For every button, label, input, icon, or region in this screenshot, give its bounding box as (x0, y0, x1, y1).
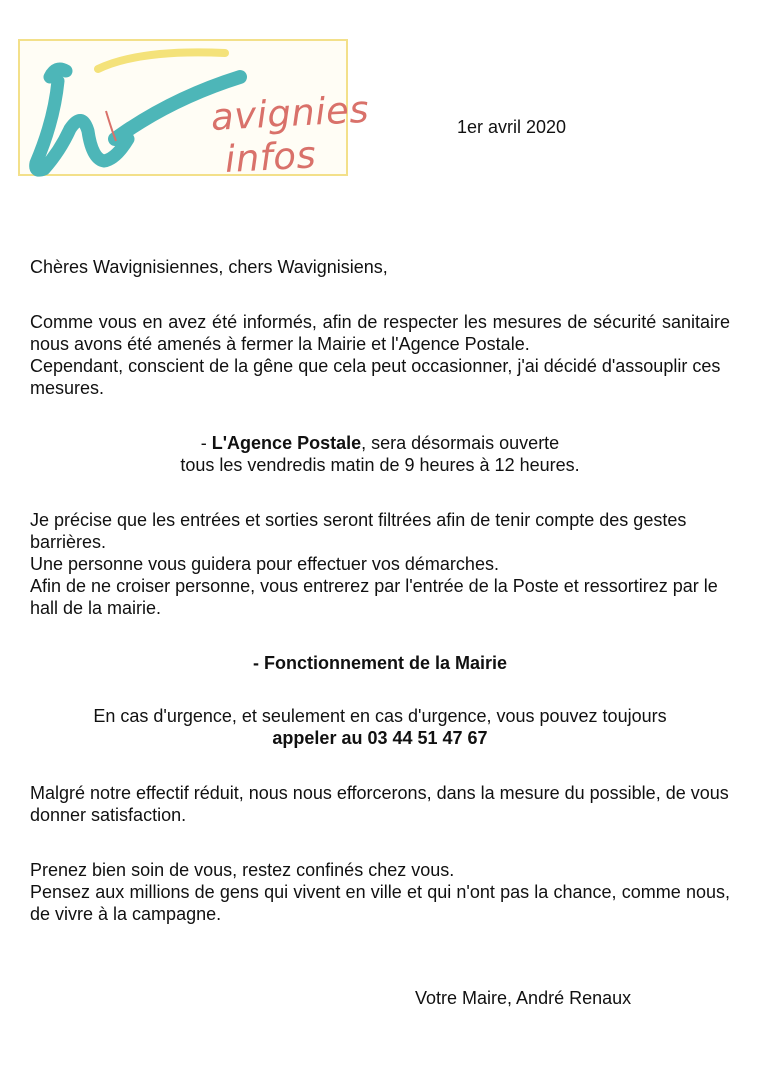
mairie-heading: - Fonctionnement de la Mairie (252, 653, 508, 673)
effectif-paragraph: Malgré notre effectif réduit, nous nous efforcerons, dans la mesure du possible, de vous donner satisfaction. (30, 783, 729, 825)
postal-agency-text: , sera désormais ouverte (361, 433, 560, 453)
bullet-dash: - (200, 433, 212, 453)
closing-paragraph-2: Pensez aux millions de gens qui vivent en ville et qui n'ont pas la chance, comme nous, de vivre à la campagne. (30, 882, 730, 924)
letter-body (30, 256, 730, 925)
letter-date: 1er avril 2020 (457, 117, 567, 137)
closing-paragraph: Prenez bien soin de vous, restez confinés chez vous. (30, 860, 455, 880)
details-paragraph-2: Une personne vous guidera pour effectuer vos démarches. (30, 554, 499, 574)
signature: Votre Maire, André Renaux (415, 988, 632, 1008)
details-paragraph: Je précise que les entrées et sorties seront filtrées afin de tenir compte des gestes barrières. (30, 510, 687, 552)
wavignies-infos-logo (18, 39, 371, 181)
postal-agency-hours: tous les vendredis matin de 9 heures à 12 heures. (180, 455, 580, 475)
phone-number: appeler au 03 44 51 47 67 (272, 728, 488, 748)
intro-paragraph: Comme vous en avez été informés, afin de respecter les mesures de sécurité sanitaire nous avons été amenés à fermer la Mairie et l'Agence Postale. (30, 312, 730, 354)
details-paragraph-3: Afin de ne croiser personne, vous entrerez par l'entrée de la Poste et ressortirez par le hall de la mairie. (30, 576, 718, 618)
postal-agency-notice (80, 432, 680, 476)
postal-agency-title: L'Agence Postale (211, 433, 362, 453)
urgence-text: En cas d'urgence, et seulement en cas d'urgence, vous pouvez toujours (93, 706, 667, 726)
logo-text-wavignies: avignies (209, 87, 371, 139)
logo-text-infos: infos (223, 133, 318, 181)
intro-paragraph-2: Cependant, conscient de la gêne que cela peut occasionner, j'ai décidé d'assouplir ces mesures. (30, 356, 721, 398)
salutation: Chères Wavignisiennes, chers Wavignisiens, (30, 257, 388, 277)
